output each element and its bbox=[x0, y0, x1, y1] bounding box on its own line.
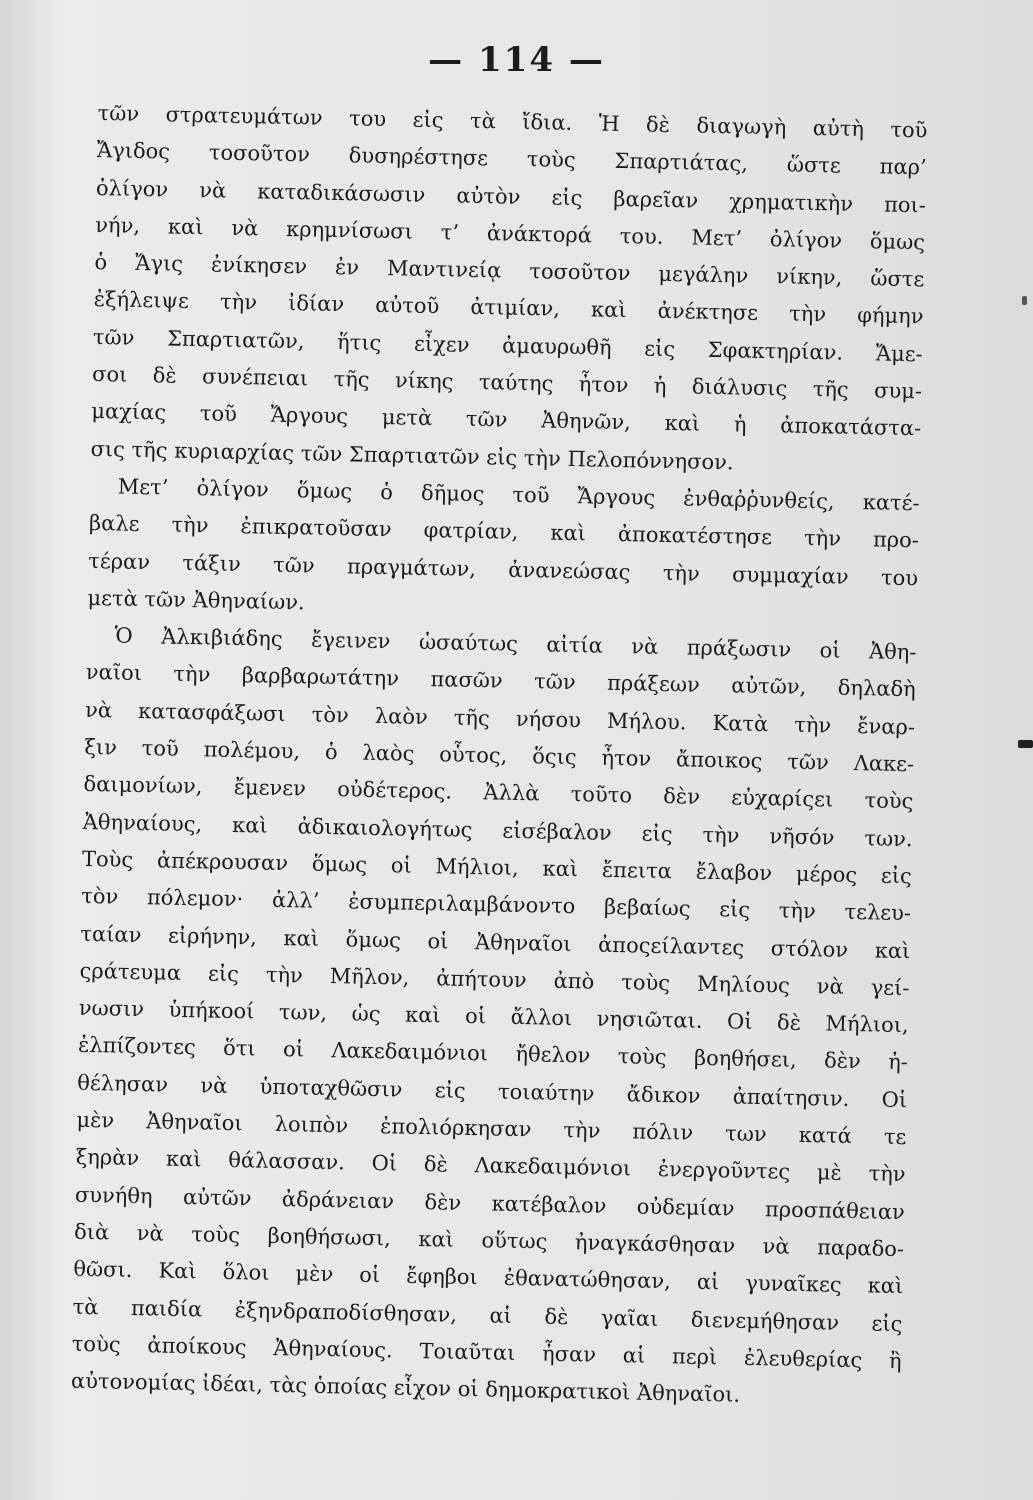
text-line: τὸν πόλεμον· ἀλλ’ ἐσυμπεριλαμβάνοντο βεβαίως εἰς τὴν τελευ- bbox=[80, 884, 912, 926]
text-line: τὰ παιδία ἐξηνδραποδίσθησαν, αἱ δὲ γαῖαι διενεμήθησαν εἰς bbox=[72, 1294, 903, 1336]
text-line: ὀλίγον νὰ καταδικάσωσιν αὐτὸν εἰς βαρεῖαν χρηματικὴν ποι- bbox=[95, 175, 927, 217]
text-line: μετὰ τῶν Ἀθηναίων. bbox=[87, 585, 306, 615]
text-line: τοὺς ἀποίκους Ἀθηναίους. Τοιαῦται ἦσαν αἱ περὶ ἐλευθερίας ἢ bbox=[71, 1331, 902, 1373]
text-line: θῶσι. Καὶ ὅλοι μὲν οἱ ἔφηβοι ἐθανατώθησαν, αἱ γυναῖκες καὶ bbox=[73, 1256, 904, 1299]
text-line: σοι δὲ συνέπειαι τῆς νίκης ταύτης ἦτον ἡ διάλυσις τῆς συμ- bbox=[91, 362, 923, 404]
text-line: νήν, καὶ νὰ κρημνίσωσι τ’ ἀνάκτορά του. Μετ’ ὀλίγον ὅμως bbox=[95, 212, 926, 255]
text-line: συνήθη αὐτῶν ἀδράνειαν δὲν κατέβαλον οὐδεμίαν προσπάθειαν bbox=[74, 1182, 906, 1224]
text-line: ςράτευμα εἰς τὴν Μῆλον, ἀπήτουν ἀπὸ τοὺς Μηλίους νὰ γεί- bbox=[79, 958, 910, 1001]
text-line: βαλε τὴν ἐπικρατοῦσαν φατρίαν, καὶ ἀποκατέστησε τὴν προ- bbox=[88, 511, 920, 553]
page-body-text bbox=[71, 95, 928, 1417]
text-line: μαχίας τοῦ Ἄργους μετὰ τῶν Ἀθηνῶν, καὶ ἡ ἀποκατάστα- bbox=[91, 399, 922, 441]
text-line: θέλησαν νὰ ὑποταχθῶσιν εἰς τοιαύτην ἄδικον ἀπαίτησιν. Οἱ bbox=[77, 1070, 908, 1112]
paragraph-start-line: Ὁ Ἀλκιβιάδης ἔγεινεν ὡσαύτως αἰτία νὰ πράξωσιν οἱ Ἀθη- bbox=[114, 623, 917, 665]
paragraph-start-line: Μετ’ ὀλίγον ὅμως ὁ δῆμος τοῦ Ἄργους ἐνθαῤῥυνθείς, κατέ- bbox=[117, 474, 920, 516]
text-line: ξηρὰν καὶ θάλασσαν. Οἱ δὲ Λακεδαιμόνιοι ἐνεργοῦντες μὲ τὴν bbox=[75, 1145, 906, 1187]
text-line: Ἄγιδος τοσοῦτον δυσηρέστησε τοὺς Σπαρτιάτας, ὥστε παρ’ bbox=[96, 138, 927, 180]
text-line: αὐτονομίας ἰδέαι, τὰς ὁποίας εἶχον οἱ δημοκρατικοὶ Ἀθηναῖοι. bbox=[70, 1368, 741, 1407]
text-line: ναῖοι τὴν βαρβαρωτάτην πασῶν τῶν πράξεων αὐτῶν, δηλαδὴ bbox=[85, 660, 916, 702]
text-line: Ἀθηναίους, καὶ ἀδικαιολογήτως εἰσέβαλον εἰς τὴν νῆσόν των. bbox=[82, 809, 913, 851]
text-line: διὰ νὰ τοὺς βοηθήσωσι, καὶ οὕτως ἠναγκάσθησαν νὰ παραδο- bbox=[73, 1219, 905, 1262]
text-line: τῶν Σπαρτιατῶν, ἥτις εἶχεν ἀμαυρωθῆ εἰς Σφακτηρίαν. Ἄμε- bbox=[92, 324, 924, 367]
text-line: Τοὺς ἀπέκρουσαν ὅμως οἱ Μήλιοι, καὶ ἔπειτα ἔλαβον μέρος εἰς bbox=[81, 846, 913, 889]
text-line: ταίαν εἰρήνην, καὶ ὅμως οἱ Ἀθηναῖοι ἀποςείλαντες στόλον καὶ bbox=[80, 921, 911, 963]
text-line: νὰ κατασφάξωσι τὸν λαὸν τῆς νήσου Μήλου. Κατὰ τὴν ἔναρ- bbox=[84, 697, 916, 739]
text-line: ἐλπίζοντες ὅτι οἱ Λακεδαιμόνιοι ἤθελον τοὺς βοηθήσει, δὲν ἠ- bbox=[77, 1033, 909, 1075]
text-line: ὁ Ἄγις ἐνίκησεν ἐν Μαντινείᾳ τοσοῦτον μεγάλην νίκην, ὥστε bbox=[94, 250, 925, 292]
text-line: νωσιν ὑπήκοοί των, ὡς καὶ οἱ ἄλλοι νησιῶται. Οἱ δὲ Μήλιοι, bbox=[78, 995, 909, 1038]
text-line: μὲν Ἀθηναῖοι λοιπὸν ἐπολιόρκησαν τὴν πόλιν των κατά τε bbox=[76, 1107, 907, 1150]
text-line: ἐξήλειψε τὴν ἰδίαν αὐτοῦ ἀτιμίαν, καὶ ἀνέκτησε τὴν φήμην bbox=[93, 287, 924, 329]
text-line: τῶν στρατευμάτων του εἰς τὰ ἴδια. Ἡ δὲ διαγωγὴ αὐτὴ τοῦ bbox=[97, 100, 928, 143]
text-line: σις τῆς κυριαρχίας τῶν Σπαρτιατῶν εἰς τὴν Πελοπόννησον. bbox=[90, 436, 734, 475]
margin-ink-mark bbox=[1018, 740, 1033, 748]
text-line: δαιμονίων, ἔμενεν οὐδέτερος. Ἀλλὰ τοῦτο δὲν εὐχαρίςει τοὺς bbox=[83, 772, 914, 814]
margin-ink-mark bbox=[1022, 296, 1027, 305]
text-line: ξιν τοῦ πολέμου, ὁ λαὸς οὗτος, ὅςις ἦτον ἄποικος τῶν Λακε- bbox=[84, 734, 915, 777]
text-line: τέραν τάξιν τῶν πραγμάτων, ἀνανεώσας τὴν συμμαχίαν του bbox=[87, 548, 919, 590]
page-number: — 114 — bbox=[428, 40, 605, 80]
